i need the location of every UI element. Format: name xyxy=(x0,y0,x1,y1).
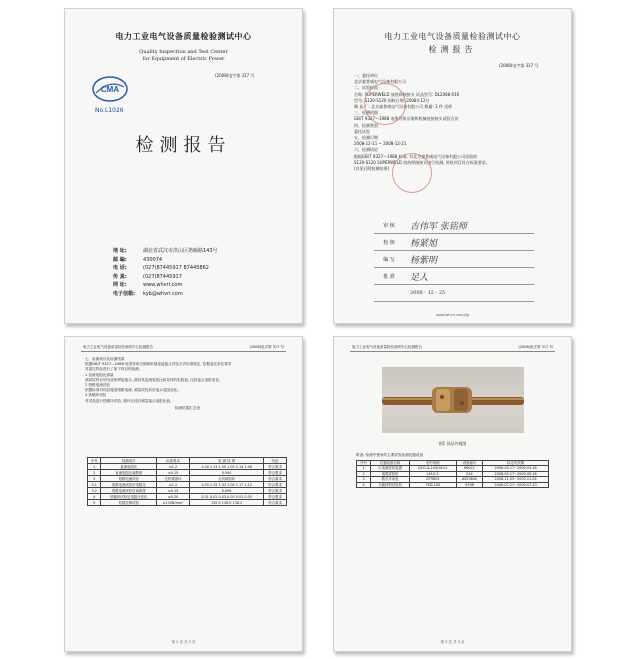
weld-joint-icon xyxy=(382,367,524,433)
signature-row: 批 准 足人 xyxy=(374,268,534,285)
report-equipment-page xyxy=(333,336,572,652)
page-footer: 第 3 页 共 3 页 xyxy=(440,640,465,644)
results-table xyxy=(87,457,287,506)
summary-line: 五、检测日期 xyxy=(354,135,378,141)
page-title: 电力工业电气设备质量检验测试中心 xyxy=(384,32,521,41)
signature-row: 校 核 杨紧旭 xyxy=(374,234,534,251)
summary-line: (详见后附检测结果) xyxy=(354,166,390,172)
table-row: 4 热循环试验后电阻比变化 ≤0.20 0.01 0.02 0.03 0.03 0.02 0.03 符合要求 xyxy=(88,494,287,500)
official-stamp-icon xyxy=(364,83,406,125)
report-ref-number: (2008)电字第 317 号 xyxy=(215,73,255,78)
signature-date-row: 2008 - 12 - 25 xyxy=(374,285,534,302)
results-line: 3 热循环试验 xyxy=(85,393,107,398)
results-line: 根据GB/T 9327—1988 电缆导体压缩和机械连接接头试验方法标准规定, 依据委托单位要求 xyxy=(85,362,232,367)
info-row: 传 真: (027)87445917 xyxy=(113,273,182,280)
center-title-en-line1: Quality Inspection and Test Center xyxy=(139,49,228,55)
table-row: 4 万能材料试验机 YSD-100 S398 2008-07-21~2009-07-20 xyxy=(357,482,549,487)
header-right: (2008)电字第 317 号 xyxy=(249,345,284,349)
report-summary-page xyxy=(333,8,572,324)
table-row: 5 机械拉伸试验 ≥133N/mm² 135.9 136.0 136.2 符合要求 xyxy=(88,500,287,506)
page-subtitle: 检测报告 xyxy=(428,45,477,54)
summary-line: 三、检测依据 xyxy=(354,110,378,116)
table-row: 3 数字多用表 DT9805 A053640 2008-11-05~2009-11-04 xyxy=(357,477,549,482)
table-header-row: 序号 检测项目 标准要求 检 测 结 果 结论 xyxy=(88,458,287,464)
signature-row: 编 写 杨紫明 xyxy=(374,251,534,268)
cert-number: No.L1026 xyxy=(95,107,124,114)
table-row: 3.1 短路电流试验后电阻比 ≤1.2 1.03 1.15 1.03 1.04 1.17 1.12 符合要求 xyxy=(88,482,287,488)
summary-line: 委托试验 xyxy=(354,128,370,134)
table-row: 3 短路电流试验 无机械损坏 无机械损坏 符合要求 xyxy=(88,476,287,482)
header-left: 电力工业电气设备质量检验测试中心检测报告 xyxy=(83,345,153,349)
summary-line: 名称: SUPERWELD 放热焊接接头 试品型号: DL2008-016 xyxy=(354,91,460,97)
summary-line: 根据GB/T 9327—1988 标准, 对北京索普威电气设备有限公司送检的 xyxy=(354,153,478,159)
info-row: 地 址: 湖北省武汉市洪山区珞喻路143号 xyxy=(113,248,218,254)
contact-info xyxy=(113,247,293,298)
results-line: 对委托样品进行了如下项目的检测。 xyxy=(85,367,143,372)
summary-line: 2008-12-11 ~ 2008-12-21 xyxy=(354,141,407,147)
table-row: 2 直流电阻比离散度 ≤0.15 0.090 符合要求 xyxy=(88,470,287,476)
results-line: 2 短路电流试验 xyxy=(85,383,110,388)
summary-line: 二、试验样品 xyxy=(354,85,378,91)
header-left: 电力工业电气设备质量检验测试中心检测报告 xyxy=(352,345,422,349)
summary-line: 一、委托单位 xyxy=(354,73,378,78)
summary-line: GB/T 9327—1988 电缆导体压缩和机械连接接头试验方法 xyxy=(354,116,459,122)
signature-table xyxy=(374,217,534,302)
results-line: 七、检测项目及检测结果 xyxy=(85,357,125,361)
cma-logo-text: CMA xyxy=(100,85,120,94)
table-header-row: 序号 仪器设备名称 型号规格 设备编号 检定有效期 xyxy=(357,461,549,466)
page-footer: www.whvri.com/jlg xyxy=(436,313,469,317)
sample-photo xyxy=(382,367,524,433)
equipment-table xyxy=(356,460,549,488)
report-cover-page xyxy=(64,8,303,324)
summary-line: 北京索普威电气设备有限公司 xyxy=(354,79,406,85)
report-big-title: 检测报告 xyxy=(135,135,232,156)
results-line: 1 直流电阻比测量 xyxy=(85,372,114,377)
table-row: 1 大电流试验装置 DCG-A-100/18×2 66021 2008-03-17~2009-03-16 xyxy=(357,466,549,471)
cma-logo-icon xyxy=(92,75,128,103)
info-row: 电子信箱: kyb@whvri.com xyxy=(113,290,183,297)
center-title-en-line2: for Equipment of Electric Power xyxy=(142,56,225,62)
results-line: 测试试样分别为放热焊接接头, 测试其直流电阻比和导体的电阻值, 比较接头电阻变化。 xyxy=(85,377,223,382)
report-ref-number: (2008)电字第 317 号 xyxy=(499,63,539,68)
summary-line: S120-S120 SUPERWELD 放热焊接接头进行检测, 所检项目符合标准要求。 xyxy=(354,159,490,165)
official-stamp-icon xyxy=(392,153,432,193)
center-title: 电力工业电气设备质量检验测试中心 xyxy=(115,32,252,41)
summary-line: 四、检测类别 xyxy=(354,122,378,128)
header-divider xyxy=(81,351,286,352)
summary-line: 六、检测结论 xyxy=(354,147,378,153)
summary-line: 型号: S120-S120 到样日期: 2008年12月 xyxy=(354,97,430,103)
table-note: 附表: 检测中使用的主要试验检测仪器设备 xyxy=(356,453,424,457)
info-row: 电 话: (027)87445917 87445862 xyxy=(113,265,209,271)
photo-caption: 图1 试品外观图 xyxy=(438,441,467,446)
report-results-page xyxy=(64,336,303,652)
header-right: (2008)电字第 317 号 xyxy=(518,345,553,349)
results-line: 对试品进行热循环试验, 循环完成后测量接头电阻比值。 xyxy=(85,398,174,403)
table-row: 1 直流电阻比 ≤1.2 1.04 1.13 1.00 1.02 1.14 1.06 符合要求 xyxy=(88,464,287,470)
info-row: 网 址: www.whvri.com xyxy=(113,282,183,288)
table-row: 3.2 短路电流试验后离散度 ≤0.15 0.099 符合要求 xyxy=(88,488,287,494)
table-title: 检测结果汇总表 xyxy=(174,405,201,410)
header-divider xyxy=(350,351,555,352)
info-row: 邮 编: 430074 xyxy=(113,256,163,263)
table-row: 2 电缆试验机 LM-0.5 S14 2008-05-17~2009-05-16 xyxy=(357,471,549,476)
signature-row: 审 核 吉伟军 张铭师 xyxy=(374,217,534,234)
results-line: 依据标准对试品施加短路电流, 测量试验前后接头电阻变化。 xyxy=(85,388,181,393)
summary-line: 制 造 厂: 北京索普威电气设备有限公司 数量: 1 件 送样 xyxy=(354,104,453,110)
page-footer: 第 2 页 共 3 页 xyxy=(171,640,196,644)
results-text xyxy=(85,357,290,411)
